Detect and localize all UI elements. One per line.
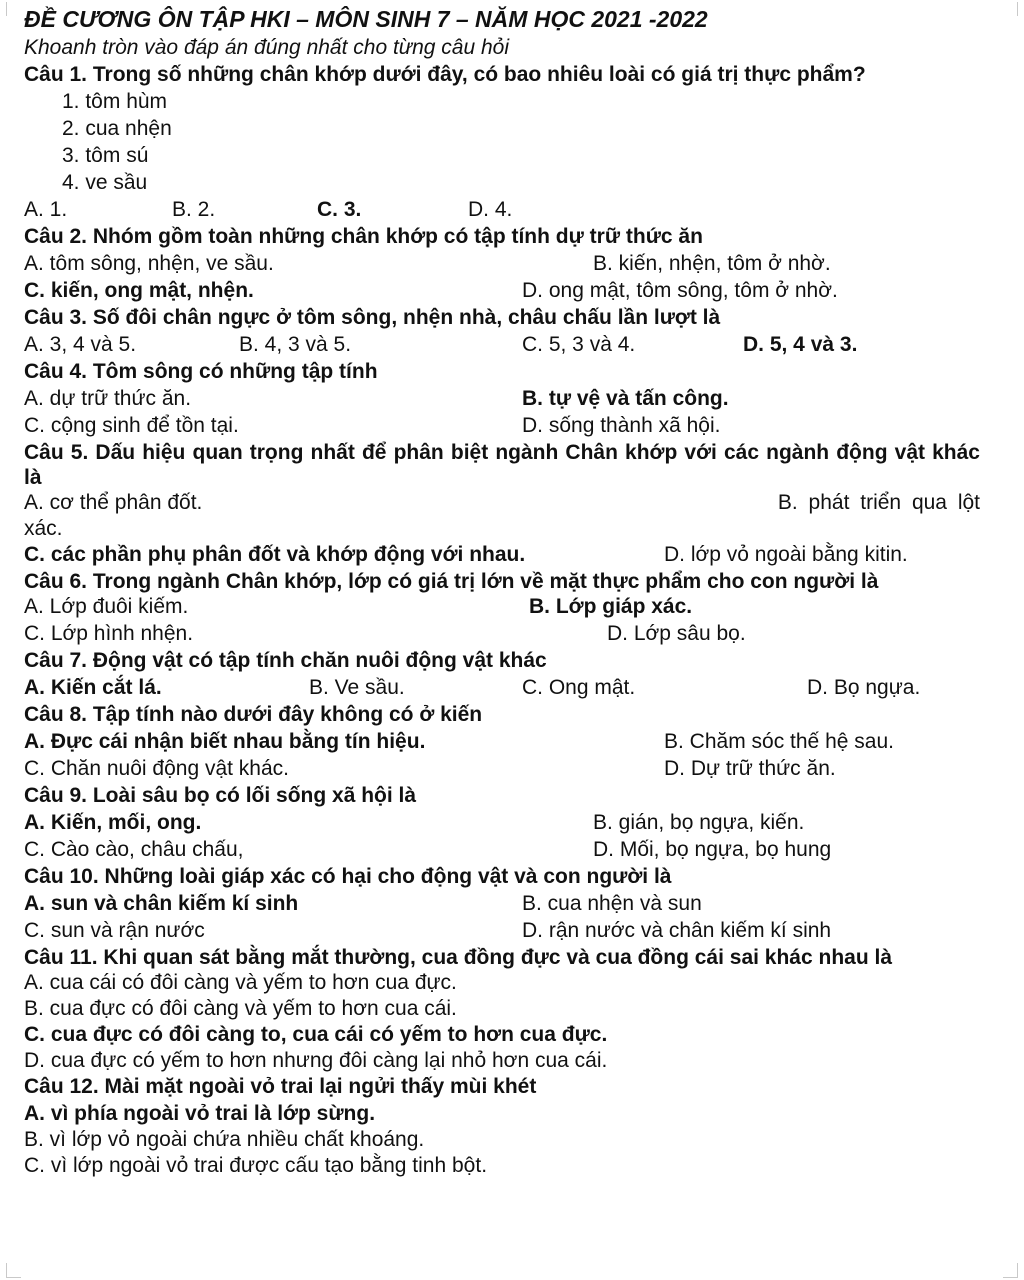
option-c: C. 3. [317, 198, 362, 221]
question-7: Câu 7. Động vật có tập tính chăn nuôi động vật khác [24, 649, 547, 672]
option-d: D. cua đực có yếm to hơn nhưng đôi càng lại nhỏ hơn cua cái. [24, 1049, 608, 1072]
option-d: D. 5, 4 và 3. [743, 333, 858, 356]
question-10: Câu 10. Những loài giáp xác có hại cho động vật và con người là [24, 865, 672, 888]
question-9: Câu 9. Loài sâu bọ có lối sống xã hội là [24, 784, 417, 807]
question-2-options-row2 [24, 278, 980, 305]
option-c: C. các phần phụ phân đốt và khớp động với nhau. [24, 543, 526, 566]
question-4: Câu 4. Tôm sông có những tập tính [24, 360, 378, 383]
option-b: B. kiến, nhện, tôm ở nhờ. [593, 252, 831, 275]
option-b-continued: xác. [24, 517, 63, 540]
question-6-options-row2 [24, 621, 980, 648]
question-12: Câu 12. Mài mặt ngoài vỏ trai lại ngửi thấy mùi khét [24, 1075, 537, 1098]
option-a: A. Lớp đuôi kiếm. [24, 595, 189, 618]
option-b: B. gián, bọ ngựa, kiến. [593, 811, 805, 834]
option-b: B. cua đực có đôi càng và yếm to hơn cua cái. [24, 997, 457, 1020]
page-corner-mark [1003, 1263, 1018, 1278]
option-b: B. vì lớp vỏ ngoài chứa nhiều chất khoáng. [24, 1128, 425, 1151]
question-4-options-row1 [24, 386, 980, 413]
question-3-options [24, 332, 980, 359]
instructions: Khoanh tròn vào đáp án đúng nhất cho từng câu hỏi [24, 36, 510, 59]
question-1: Câu 1. Trong số những chân khớp dưới đây, có bao nhiêu loài có giá trị thực phẩm? [24, 63, 866, 86]
option-b: B. Chăm sóc thế hệ sau. [664, 730, 894, 753]
option-b: B. 2. [172, 198, 216, 221]
option-a: A. tôm sông, nhện, ve sầu. [24, 252, 274, 275]
question-10-options-row1 [24, 891, 980, 918]
option-c: C. cộng sinh để tồn tại. [24, 414, 239, 437]
option-d: D. 4. [468, 198, 513, 221]
question-6-options-row1 [24, 594, 980, 621]
document-title: ĐỀ CƯƠNG ÔN TẬP HKI – MÔN SINH 7 – NĂM HỌC 2021 -2022 [24, 6, 708, 32]
question-2: Câu 2. Nhóm gồm toàn những chân khớp có tập tính dự trữ thức ăn [24, 225, 703, 248]
option-d: D. sống thành xã hội. [522, 414, 721, 437]
list-item: 3. tôm sú [62, 144, 149, 167]
question-9-options-row2 [24, 837, 980, 864]
option-a: A. sun và chân kiếm kí sinh [24, 892, 299, 915]
option-c: C. kiến, ong mật, nhện. [24, 279, 254, 302]
option-a: A. Kiến, mối, ong. [24, 811, 202, 834]
option-a: A. Kiến cắt lá. [24, 676, 162, 699]
question-5-options-row1 [24, 490, 980, 542]
page-corner-mark [6, 2, 21, 16]
option-d: D. Dự trữ thức ăn. [664, 757, 836, 780]
option-c: C. 5, 3 và 4. [522, 333, 636, 356]
question-10-options-row2 [24, 918, 980, 945]
option-b: B. tự vệ và tấn công. [522, 387, 729, 410]
document-page [24, 4, 980, 1179]
option-b: B. Lớp giáp xác. [529, 595, 693, 618]
option-d: D. Bọ ngựa. [807, 676, 921, 699]
question-8: Câu 8. Tập tính nào dưới đây không có ở kiến [24, 703, 483, 726]
question-1-options [24, 197, 980, 224]
option-d: D. Mối, bọ ngựa, bọ hung [593, 838, 832, 861]
option-a: A. cơ thể phân đốt. [24, 491, 203, 514]
page-corner-mark [1003, 2, 1018, 16]
option-c: C. Lớp hình nhện. [24, 622, 194, 645]
list-item: 1. tôm hùm [62, 90, 168, 113]
option-c: C. Ong mật. [522, 676, 636, 699]
option-d: D. ong mật, tôm sông, tôm ở nhờ. [522, 279, 838, 302]
option-c: C. Cào cào, châu chấu, [24, 838, 244, 861]
page-corner-mark [6, 1263, 21, 1278]
question-7-options [24, 675, 980, 702]
option-a: A. vì phía ngoài vỏ trai là lớp sừng. [24, 1102, 376, 1125]
list-item: 2. cua nhện [62, 117, 172, 140]
question-3: Câu 3. Số đôi chân ngực ở tôm sông, nhện nhà, châu chấu lần lượt là [24, 306, 721, 329]
question-9-options-row1 [24, 810, 980, 837]
option-c: C. vì lớp ngoài vỏ trai được cấu tạo bằng tinh bột. [24, 1154, 488, 1177]
option-a: A. 3, 4 và 5. [24, 333, 137, 356]
question-4-options-row2 [24, 413, 980, 440]
question-8-options-row1 [24, 729, 980, 756]
option-d: D. Lớp sâu bọ. [607, 622, 746, 645]
question-6: Câu 6. Trong ngành Chân khớp, lớp có giá trị lớn về mặt thực phẩm cho con người là [24, 570, 879, 593]
question-5-options-row2 [24, 542, 980, 569]
option-a: A. dự trữ thức ăn. [24, 387, 192, 410]
option-a: A. 1. [24, 198, 68, 221]
question-5: Câu 5. Dấu hiệu quan trọng nhất để phân biệt ngành Chân khớp với các ngành động vật khác là [24, 441, 980, 489]
option-d: D. lớp vỏ ngoài bằng kitin. [664, 543, 908, 566]
question-2-options-row1 [24, 251, 980, 278]
option-b: B. Ve sầu. [309, 676, 405, 699]
question-11: Câu 11. Khi quan sát bằng mắt thường, cua đồng đực và cua đồng cái sai khác nhau là [24, 946, 893, 969]
question-8-options-row2 [24, 756, 980, 783]
option-b: B. cua nhện và sun [522, 892, 702, 915]
question-1-list [24, 89, 980, 197]
option-b: B. 4, 3 và 5. [239, 333, 352, 356]
list-item: 4. ve sầu [62, 171, 148, 194]
option-a: A. cua cái có đôi càng và yếm to hơn cua đực. [24, 971, 457, 994]
option-c: C. cua đực có đôi càng to, cua cái có yếm to hơn cua đực. [24, 1023, 608, 1046]
option-c: C. Chăn nuôi động vật khác. [24, 757, 290, 780]
option-b: B. phát triển qua lột [777, 491, 980, 514]
option-a: A. Đực cái nhận biết nhau bằng tín hiệu. [24, 730, 426, 753]
option-c: C. sun và rận nước [24, 919, 205, 942]
option-d: D. rận nước và chân kiếm kí sinh [522, 919, 832, 942]
